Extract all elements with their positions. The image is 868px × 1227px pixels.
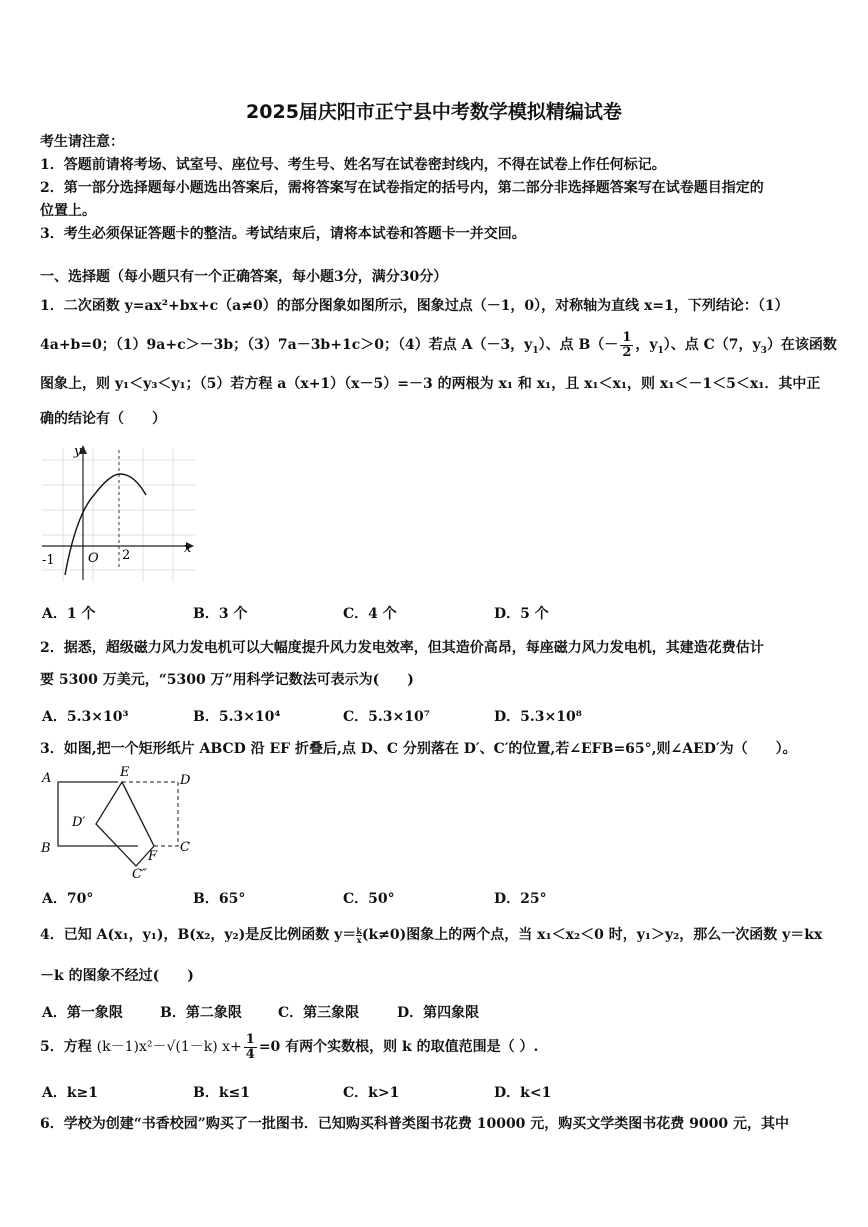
q4-option-b[interactable]: B．第二象限: [160, 1005, 242, 1021]
q4-option-d[interactable]: D．第四象限: [397, 1005, 480, 1021]
q5-option-b[interactable]: B．k≤1: [193, 1085, 251, 1101]
q3-option-c[interactable]: C．50°: [343, 891, 395, 907]
q3-option-a[interactable]: A．70°: [42, 891, 94, 907]
origin-label: O: [88, 551, 99, 566]
q1-line-3: 图象上，则 y₁＜y₃＜y₁；（5）若方程 a（x+1）（x－5）=－3 的两根为 x₁ 和 x₁，且 x₁＜x₁，则 x₁＜－1＜5＜x₁．其中正: [40, 376, 821, 392]
notice-item-3: 3．考生必须保证答题卡的整洁。考试结束后，请将本试卷和答题卡一并交回。: [40, 226, 526, 242]
q4-line-1: 4．已知 A(x₁，y₁)，B(x₂，y₂)是反比例函数 y＝ $\frac{k}{x}$ (k≠0)图象上的两个点，当 x₁＜x₂＜0 时，y₁＞y₂，那么一次函数 y＝kx: [40, 925, 823, 945]
x-label: x: [184, 541, 192, 556]
q5-option-d[interactable]: D．k<1: [494, 1085, 552, 1101]
q4-option-a[interactable]: A．第一象限: [42, 1005, 123, 1021]
tick-neg1: -1: [42, 553, 55, 568]
notice-heading: 考生请注意：: [40, 134, 124, 150]
q4-option-c[interactable]: C．第三象限: [278, 1005, 360, 1021]
q3-option-b[interactable]: B．65°: [193, 891, 246, 907]
parabola-curve: [65, 474, 146, 575]
label-d-prime: D′: [72, 815, 86, 830]
q5-fraction: $\frac{1}{4}$: [245, 1031, 255, 1062]
q1-line-1: 1．二次函数 y=ax²+bx+c（a≠0）的部分图象如图所示，图象过点（－1，0），对称轴为直线 x=1，下列结论：（1）: [40, 298, 789, 314]
q3-option-d[interactable]: D．25°: [494, 891, 547, 907]
label-f: F: [148, 849, 158, 864]
q1-line-4: 确的结论有（ ）: [40, 411, 166, 427]
label-a: A: [42, 771, 52, 786]
q4-line-2: －k 的图象不经过( ): [40, 968, 194, 984]
q2-option-d[interactable]: D．5.3×10⁸: [494, 709, 582, 725]
q1-option-c[interactable]: C．4 个: [343, 606, 397, 622]
q3-line-1: 3．如图,把一个矩形纸片 ABCD 沿 EF 折叠后,点 D、C 分别落在 D′、C′的位置,若∠EFB=65°,则∠AED′为（ ）。: [40, 741, 797, 757]
q6-line-1: 6．学校为创建“书香校园”购买了一批图书．已知购买科普类图书花费 10000 元，购买文学类图书花费 9000 元，其中: [40, 1116, 790, 1132]
label-e: E: [120, 765, 130, 780]
q2-option-c[interactable]: C．5.3×10⁷: [343, 709, 430, 725]
q2-line-1: 2．据悉，超级磁力风力发电机可以大幅度提升风力发电效率，但其造价高昂，每座磁力风力发电机，其建造花费估计: [40, 640, 764, 656]
q1-option-d[interactable]: D．5 个: [494, 606, 549, 622]
fold-figure: [38, 762, 198, 882]
q5-option-a[interactable]: A．k≥1: [42, 1085, 99, 1101]
tick-2: 2: [122, 548, 131, 563]
label-d: D: [180, 773, 191, 788]
q1-line-2: 4a+b=0；（1）9a+c＞－3b；（3）7a－3b+1c＞0；（4）若点 A（－3，$y_1$）、点 B（－ $\frac{1}{2}$ ，$y_1$）、点 C（7，$y_3$）在该函数: [40, 329, 837, 360]
y-label: y: [74, 444, 82, 459]
section-heading: 一、选择题（每小题只有一个正确答案，每小题3分，满分30分）: [40, 269, 448, 285]
label-c-prime: C″: [132, 867, 147, 882]
q2-option-a[interactable]: A．5.3×10³: [42, 709, 129, 725]
q2-option-b[interactable]: B．5.3×10⁴: [193, 709, 281, 725]
q5-expression: (k－1)x²－√(1－k) x+: [96, 1039, 242, 1055]
q4-k-over-x: $\frac{k}{x}$: [356, 925, 362, 945]
notice-item-2: 2．第一部分选择题每小题选出答案后，需将答案写在试卷指定的括号内，第二部分非选择题答案写在试卷题目指定的: [40, 180, 764, 196]
page-title: 2025届庆阳市正宁县中考数学模拟精编试卷: [246, 101, 622, 123]
q5-line-1: 5．方程 (k－1)x²－√(1－k) x+ $\frac{1}{4}$ =0 有两个实数根，则 k 的取值范围是（ ）.: [40, 1031, 539, 1062]
notice-item-2-cont: 位置上。: [40, 203, 96, 219]
parabola-graph: [38, 440, 198, 585]
q2-line-2: 要 5300 万美元，“5300 万”用科学记数法可表示为( ): [40, 672, 414, 688]
q1-option-b[interactable]: B．3 个: [193, 606, 248, 622]
q5-option-c[interactable]: C．k>1: [343, 1085, 400, 1101]
q1-fraction: $\frac{1}{2}$: [622, 329, 632, 360]
label-b: B: [41, 841, 51, 856]
label-c: C: [180, 840, 190, 855]
q1-option-a[interactable]: A．1 个: [42, 606, 96, 622]
notice-item-1: 1．答题前请将考场、试室号、座位号、考生号、姓名写在试卷密封线内，不得在试卷上作任何标记。: [40, 157, 666, 173]
